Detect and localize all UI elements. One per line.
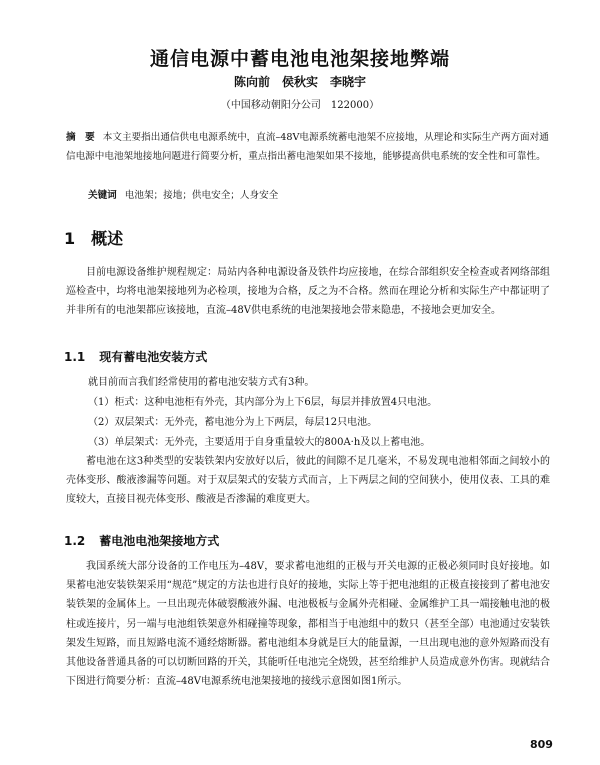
paper-authors: 陈向前 侯秋实 李晓宇 [233, 75, 366, 89]
keywords-text: 电池架；接地；供电安全；人身安全 [124, 190, 279, 201]
subsection-heading [64, 348, 207, 365]
section-number: 1 [64, 229, 76, 248]
install-type-item: （2）双层架式：无外壳，蓄电池分为上下两层，每层12只电池。 [88, 417, 378, 428]
abstract [66, 128, 550, 166]
page-number: 809 [530, 738, 553, 751]
abstract-text: 本文主要指出通信供电电源系统中，直流–48V电源系统蓄电池架不应接地，从理论和实际生产两方面对通信电源中电池架地接地问题进行简要分析，重点指出蓄电池架如果不接地，能够提高供电系统的安全性和可靠性。 [66, 132, 549, 162]
subsection-number: 1.2 [64, 534, 86, 548]
section1-1-paragraph: 蓄电池在这3种类型的安装铁架内安放好以后，彼此的间隙不足几毫米，不易发现电池相邻面之间较小的壳体变形、酸液渗漏等问题。对于双层架式的安装方式而言，上下两层之间的空间狭小，使用仪表、工具的难度较大，直接目视壳体变形、酸液是否渗漏的难度更大。 [66, 456, 550, 506]
paper-title: 通信电源中蓄电池电池架接地弊端 [149, 48, 450, 70]
keywords-label: 关键词 [88, 190, 117, 201]
subsection-title: 蓄电池电池架接地方式 [99, 534, 220, 548]
subsection-number: 1.1 [64, 350, 86, 364]
section1-2-paragraph: 我国系统大部分设备的工作电压为–48V，要求蓄电池组的正极与开关电源的正极必须同时良好接地。如果蓄电池安装铁架采用“规范”规定的方法也进行良好的接地，实际上等于把电池组的正极直接接到了蓄电池安装铁架的金属体上。一旦出现壳体破裂酸液外漏、电池极板与金属外壳相碰、金属维护工具一端接触电池的极柱或连接片，另一端与电池组铁架意外相碰撞等现象，都相当于电池组中的数只（甚至全部）电池通过安装铁架发生短路，而且短路电流不通经熔断器。蓄电池组本身就是巨大的能量源，一旦出现电池的意外短路而没有其他设备普通具备的可以切断回路的开关，其能听任电池完全烧毁，甚至给维护人员造成意外伤害。现就结合下图进行简要分析：直流–48V电源系统电池架接地的接线示意图如图1所示。 [66, 561, 550, 688]
keywords [88, 186, 548, 205]
install-type-item: （3）单层架式：无外壳，主要适用于自身重量较大的800A·h及以上蓄电池。 [88, 437, 431, 448]
section-heading [64, 226, 123, 249]
section1-paragraph: 目前电源设备维护规程规定：局站内各种电源设备及铁件均应接地，在综合部组织安全检查或者网络部组巡检查中，均将电池架接地列为必检项，接地为合格，反之为不合格。然而在理论分析和实际生产中都证明了并非所有的电池架都应该接地，直流–48V供电系统的电池架接地会带来隐患，不接地会更加安全。 [66, 267, 550, 317]
section-title: 概述 [91, 229, 124, 248]
subsection-title: 现有蓄电池安装方式 [99, 350, 208, 364]
section1-1-intro: 就目前而言我们经常使用的蓄电池安装方式有3种。 [88, 377, 315, 388]
abstract-label: 摘 要 [66, 132, 95, 143]
install-type-item: （1）柜式：这种电池柜有外壳，其内部分为上下6层，每层并排放置4只电池。 [88, 397, 438, 408]
paper-affiliation: （中国移动朝阳分公司 122000） [220, 100, 380, 111]
subsection-heading [64, 532, 219, 549]
